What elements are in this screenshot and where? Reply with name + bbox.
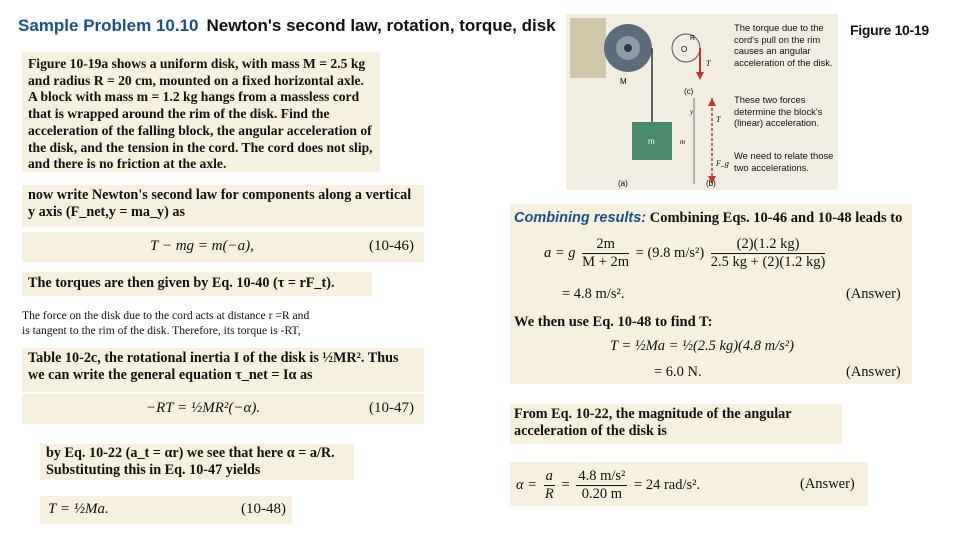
gravity-Fg-label: F_g (716, 159, 729, 168)
origin-O-label: O (681, 45, 688, 54)
fraction-values-alpha (576, 468, 627, 503)
equation-10-48 (40, 496, 292, 524)
fraction-r-den: R (544, 486, 554, 502)
a-lhs: a = g (544, 244, 576, 261)
figure-caption-2: These two forces determine the block's (linear) acceleration. (734, 94, 823, 128)
sample-problem-label: Sample Problem 10.10 (18, 16, 199, 35)
fraction-mass-den: M + 2m (582, 254, 630, 270)
combining-results (510, 204, 912, 384)
combining-heading: Combining results: (514, 210, 647, 226)
eq-10-46-expr: T − mg = m(−a), (150, 238, 254, 254)
figure-10-19 (566, 14, 838, 190)
equation-10-47 (22, 394, 424, 424)
page-subtitle: Newton's second law, rotation, torque, disk (206, 16, 556, 35)
angular-text: From Eq. 10-22, the magnitude of the angular acceleration of the disk is (514, 406, 792, 439)
fraction-mass-num: 2m (582, 236, 629, 254)
page-title (18, 16, 556, 36)
torque-note (22, 308, 402, 338)
note-line-2: is tangent to the rim of the disk. Therefore, its torque is -RT, (22, 324, 301, 337)
angular-result: = 24 rad/s². (634, 476, 701, 493)
fraction-a-num: a (545, 468, 553, 484)
substitution-statement (40, 444, 354, 480)
answer-label-2: (Answer) (846, 364, 901, 380)
tension-T-label-b: T (716, 115, 721, 124)
acceleration-result: = 4.8 m/s². (562, 286, 625, 302)
tension-equation: T = ½Ma = ½(2.5 kg)(4.8 m/s²) (610, 338, 794, 354)
eq-10-47-expr: −RT = ½MR²(−α). (146, 400, 261, 416)
fig-part-c: (c) (684, 87, 694, 96)
mass-M-label: M (620, 77, 627, 86)
radius-R-label: R (690, 35, 696, 42)
fig-part-b: (b) (706, 179, 716, 188)
newton-intro-text: now write Newton's second law for components along a vertical y axis (F_net,y = ma_y) as (28, 187, 412, 220)
alpha-lhs: α = (516, 476, 538, 493)
fraction-alpha-den: 0.20 m (581, 486, 623, 502)
figure-label: Figure 10-19 (850, 22, 929, 38)
fraction-values-den: 2.5 kg + (2)(1.2 kg) (710, 254, 826, 270)
torque-statement (22, 272, 372, 296)
g-value: = (9.8 m/s²) (635, 244, 705, 261)
equation-10-46 (22, 232, 424, 262)
y-axis-label: y (690, 108, 694, 116)
note-line-1: The force on the disk due to the cord acts at distance r =R and (22, 309, 310, 322)
angular-equation (510, 462, 868, 506)
fig-part-a: (a) (618, 179, 628, 188)
answer-label-3: (Answer) (800, 476, 855, 492)
acceleration-equation (544, 236, 828, 271)
angular-statement (510, 404, 842, 444)
eq-10-48-number: (10-48) (241, 501, 286, 517)
angular-equation-row: α = $\frac{a}{R}$ = $\frac{\text{4.8 m/s²}}{0.20 m}$ = 24 rad/s². (516, 468, 701, 502)
fraction-values-num: (2)(1.2 kg) (711, 236, 826, 254)
eq-10-47-number: (10-47) (369, 400, 414, 416)
inertia-statement (22, 348, 424, 392)
fraction-a-over-r (544, 468, 555, 503)
torque-text: The torques are then given by Eq. 10-40 (τ = rF_t). (28, 275, 335, 291)
inertia-text: Table 10-2c, the rotational inertia I of the disk is ½MR². Thus we can write the general equation τ_net = Iα as (28, 350, 399, 383)
mass-m-label: m (648, 137, 655, 146)
substitution-text: by Eq. 10-22 (a_t = αr) we see that here α = a/R. Substituting this in Eq. 10-47 yields (46, 445, 335, 478)
figure-caption-3: We need to relate those two accelerations. (734, 150, 834, 173)
newton-intro (22, 185, 424, 227)
block-m-fbd-label: m (680, 138, 686, 146)
problem-text: Figure 10-19a shows a uniform disk, with mass M = 2.5 kg and radius R = 20 cm, mounted on a fixed horizontal axle. A block with mass m = 1.2 kg hangs from a massless cord that is wrapped around the rim of the disk. Find the acceleration of the falling block, the angular acceleration of the disk, and the tension in the cord. The cord does not slip, and there is no friction at the axle. (28, 56, 373, 172)
tension-result: = 6.0 N. (654, 364, 702, 380)
combining-text: Combining Eqs. 10-46 and 10-48 leads to (649, 210, 903, 226)
axle-support (570, 18, 606, 78)
figure-caption-1: The torque due to the cord's pull on the rim causes an angular acceleration of the disk. (734, 22, 833, 68)
eq-10-46-number: (10-46) (369, 238, 414, 254)
find-tension-text: We then use Eq. 10-48 to find T: (514, 314, 713, 330)
axle (624, 44, 632, 52)
combining-heading-row (514, 210, 902, 227)
fraction-mass (582, 236, 629, 271)
tension-T-label: T (706, 59, 711, 68)
eq-10-48-expr: T = ½Ma. (48, 501, 109, 517)
problem-statement (22, 52, 380, 172)
fraction-values (711, 236, 826, 271)
fraction-alpha-num: 4.8 m/s² (578, 468, 626, 484)
arrow-head (696, 72, 704, 80)
answer-label-1: (Answer) (846, 286, 901, 302)
tension-arrow (708, 98, 716, 106)
